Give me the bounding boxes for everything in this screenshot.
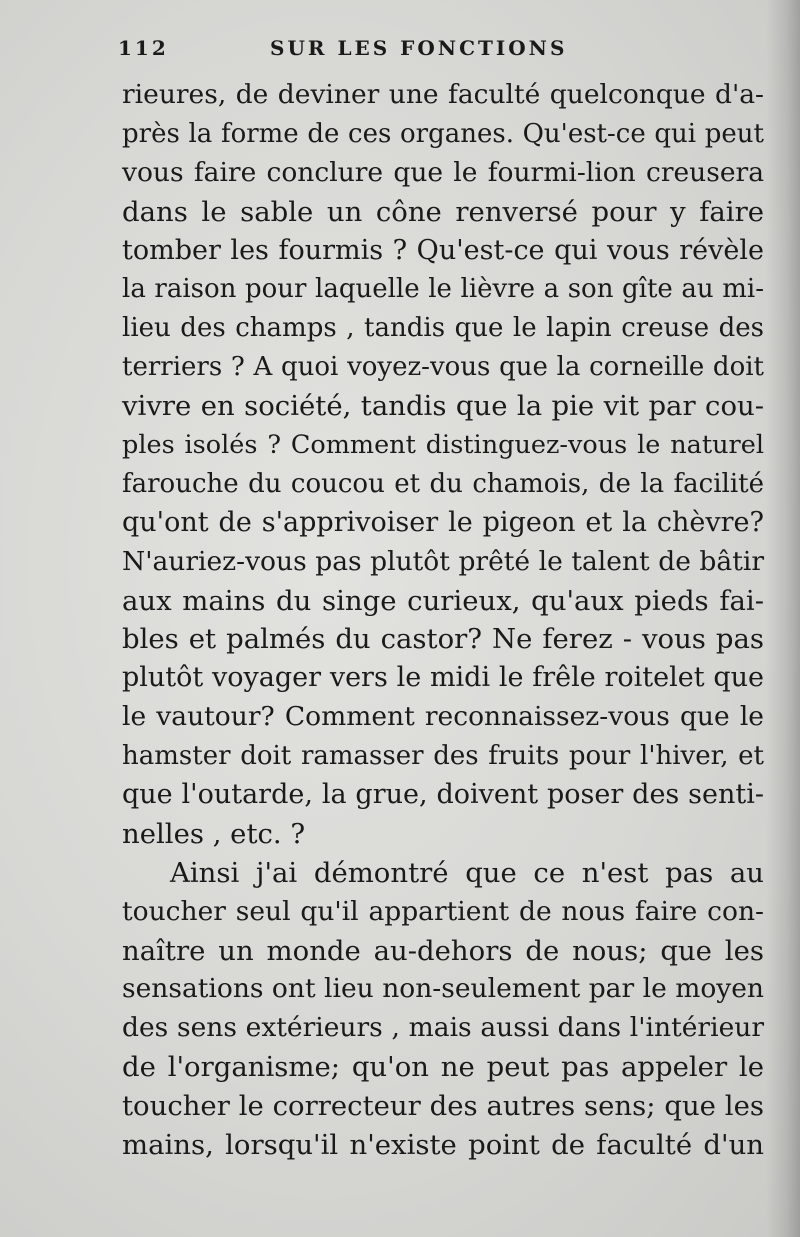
text-line: tomber les fourmis ? Qu'est-ce qui vous révèle <box>122 234 764 266</box>
text-line: la raison pour laquelle le lièvre a son gîte au mi- <box>122 274 764 305</box>
text-line: qu'ont de s'apprivoiser le pigeon et la chèvre? <box>122 506 764 538</box>
text-line: naître un monde au-dehors de nous; que les <box>122 934 764 967</box>
page-number: 112 <box>118 36 169 60</box>
text-line: de l'organisme; qu'on ne peut pas appeler le <box>122 1051 764 1084</box>
binding-shadow <box>766 0 800 1237</box>
text-line: aux mains du singe curieux, qu'aux pieds fai- <box>122 584 764 617</box>
text-line: le vautour? Comment reconnaissez-vous que le <box>122 701 764 733</box>
text-line: N'auriez-vous pas plutôt prêté le talent de bâtir <box>122 545 764 577</box>
text-line: lieu des champs , tandis que le lapin creuse des <box>122 313 764 344</box>
text-line: nelles , etc. ? <box>122 817 306 850</box>
text-line: que l'outarde, la grue, doivent poser des senti- <box>122 779 764 811</box>
text-line: des sens extérieurs , mais aussi dans l'intérieur <box>122 1012 764 1044</box>
text-line: farouche du coucou et du chamois, de la facilité <box>122 468 764 499</box>
text-line: vivre en société, tandis que la pie vit par cou- <box>122 390 764 423</box>
text-line: ples isolés ? Comment distinguez-vous le naturel <box>122 430 764 461</box>
text-line: rieures, de deviner une faculté quelconque d'a- <box>122 79 764 110</box>
text-line: sensations ont lieu non-seulement par le moyen <box>122 973 764 1005</box>
text-line: Ainsi j'ai démontré que ce n'est pas au <box>170 856 764 889</box>
text-line: bles et palmés du castor? Ne ferez - vous pas <box>122 623 764 656</box>
text-line: toucher le correcteur des autres sens; que les <box>122 1090 764 1123</box>
text-line: mains, lorsqu'il n'existe point de faculté d'un <box>122 1129 764 1162</box>
text-line: dans le sable un cône renversé pour y faire <box>122 195 764 228</box>
text-line: toucher seul qu'il appartient de nous faire con- <box>122 895 764 927</box>
text-line: terriers ? A quoi voyez-vous que la corneille doit <box>122 352 764 383</box>
body-text <box>122 76 764 1165</box>
text-line: hamster doit ramasser des fruits pour l'hiver, et <box>122 741 764 772</box>
text-line: près la forme de ces organes. Qu'est-ce qui peut <box>122 118 764 149</box>
running-head: SUR LES FONCTIONS <box>270 36 568 60</box>
text-line: plutôt voyager vers le midi le frêle roitelet que <box>122 662 764 694</box>
page-header <box>118 36 598 66</box>
text-line: vous faire conclure que le fourmi-lion creusera <box>122 156 764 188</box>
